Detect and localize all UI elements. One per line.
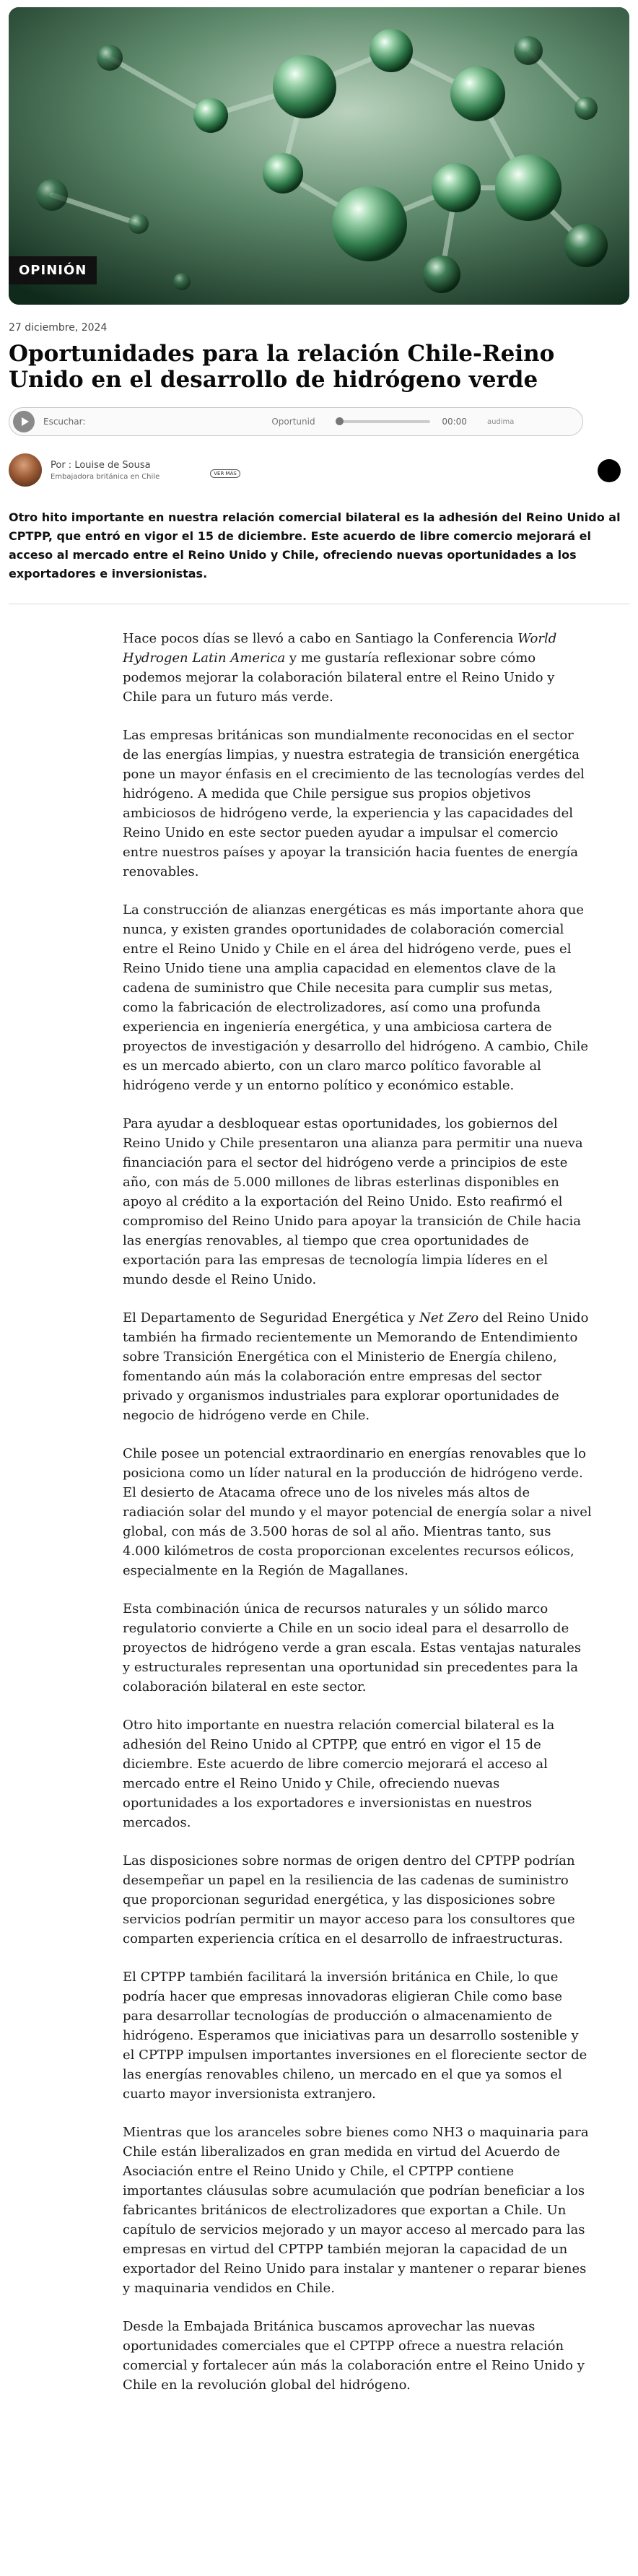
audio-title: Oportunid [271,417,315,427]
audio-time: 00:00 [442,417,467,427]
body-paragraph: Chile posee un potencial extraordinario en energías renovables que lo posiciona como un líder natural en la producción de hidrógeno verde. El desierto de Atacama ofrece uno de los niveles más altos de radiación solar del mundo y el mayor potencial de energía solar a nivel global, con más de 3.500 horas de sol al año. Mientras tanto, sus 4.000 kilómetros de costa proporcionan excelentes recursos eólicos, especialmente en la Región de Magallanes. [123,1446,592,1578]
author-name[interactable]: Por : Louise de Sousa [51,459,151,471]
body-paragraph: Mientras que los aranceles sobre bienes como NH3 o maquinaria para Chile están liberalizados en gran medida en virtud del Acuerdo de Asociación entre el Reino Unido y Chile, el CPTPP contiene importantes cláusulas sobre acumulación que podrían beneficiar a los fabricantes británicos de electrolizadores que exportan a Chile. Un capítulo de servicios mejorado y un mayor acceso al mercado para las empresas en virtud del CPTPP también mejoran la capacidad de un exportador del Reino Unido para instalar y mantener o reparar bienes y maquinaria vendidos en Chile. [123,2125,589,2296]
body-paragraph: El Departamento de Seguridad Energética y Net Zero del Reino Unido también ha firmado recientemente un Memorando de Entendimiento sobre Transición Energética con el Ministerio de Energía chileno, fomentando aún más la colaboración entre empresas del sector privado y organismos industriales para explorar oportunidades de negocio de hidrógeno verde en Chile. [123,1310,589,1423]
body-paragraph: El CPTPP también facilitará la inversión británica en Chile, lo que podría hacer que empresas innovadoras eligieran Chile como base para desarrollar tecnologías de producción o almacenamiento de hidrógeno. Esperamos que iniciativas para un desarrollo sostenible y el CPTPP impulsen importantes inversiones en el floreciente sector de las energías renovables chileno, un mercado en el que ya somos el cuarto mayor inversionista extranjero. [123,1970,587,2102]
audio-player [9,407,583,436]
audio-brand[interactable]: audima [486,417,515,426]
body-paragraph: La construcción de alianzas energéticas es más importante ahora que nunca, y existen grandes oportunidades de colaboración comercial entre el Reino Unido y Chile en el área del hidrógeno verde, pues el Reino Unido tiene una amplia capacidad en elementos clave de la cadena de suministro que Chile necesita para cumplir sus metas, como la fabricación de electrolizadores, así como una profunda experiencia en ingeniería energética, y una ambiciosa cartera de proyectos de investigación y desarrollo del hidrógeno. A cambio, Chile es un mercado abierto, con un claro marco político favorable al hidrógeno verde y un entorno político y económico estable. [123,902,588,1093]
opinion-badge[interactable]: OPINIÓN [9,256,97,284]
body-paragraph: Las disposiciones sobre normas de origen dentro del CPTPP podrían desempeñar un papel en la resiliencia de las cadenas de suministro que proporcionan seguridad energética, y las disposiciones sobre servicios podrían permitir un mayor acceso para los consultores que comparten experiencia crítica en el desarrollo de infraestructuras. [123,1853,575,1946]
article-title: Oportunidades para la relación Chile-Reino Unido en el desarrollo de hidrógeno verde [9,341,555,393]
share-button[interactable] [598,459,621,482]
audio-progress-knob[interactable] [336,417,344,425]
body-paragraph: Esta combinación única de recursos naturales y un sólido marco regulatorio convierte a Chile en un socio ideal para el desarrollo de proyectos de hidrógeno verde a gran escala. Estas ventajas naturales y estructurales representan una oportunidad sin precedentes para la colaboración bilateral en este sector. [123,1601,582,1694]
publish-date: 27 diciembre, 2024 [9,322,108,334]
author-avatar[interactable] [9,453,42,487]
author-more-button[interactable]: VER MÁS [210,469,240,478]
article-body [123,629,592,2395]
conference-name: World Hydrogen Latin America [123,631,557,666]
body-paragraph: Desde la Embajada Británica buscamos aprovechar las nuevas oportunidades comerciales que el CPTPP ofrece a nuestra relación comercial y fortalecer aún más la colaboración entre el Reino Unido y Chile en la revolución global del hidrógeno. [123,2319,585,2393]
body-paragraph: Otro hito importante en nuestra relación comercial bilateral es la adhesión del Reino Unido al CPTPP, que entró en vigor el 15 de diciembre. Este acuerdo de libre comercio mejorará el acceso al mercado entre el Reino Unido y Chile, ofreciendo nuevas oportunidades a los exportadores e inversionistas en nuestros mercados. [123,1718,555,1830]
article-page [0,7,638,2395]
play-icon [22,417,29,426]
hero-image[interactable] [9,7,629,305]
play-button[interactable] [13,411,35,432]
body-paragraph: Para ayudar a desbloquear estas oportunidades, los gobiernos del Reino Unido y Chile presentaron una alianza para permitir una nueva financiación para el sector del hidrógeno verde a principios de este año, con más de 5.000 millones de libras esterlinas disponibles en apoyo al crédito a la exportación del Reino Unido. Esto reafirmó el compromiso del Reino Unido para apoyar la transición de Chile hacia las energías renovables, al tiempo que crea oportunidades de exportación para las empresas de tecnología limpia líderes en el mundo desde el Reino Unido. [123,1116,583,1287]
net-zero-term: Net Zero [419,1310,479,1326]
author-text [51,460,160,481]
article-lead: Otro hito importante en nuestra relación comercial bilateral es la adhesión del Reino Unido al CPTPP, que entró en vigor el 15 de diciembre. Este acuerdo de libre comercio mejorará el acceso al mercado entre el Reino Unido y Chile, ofreciendo nuevas oportunidades a los exportadores e inversionistas. [9,510,621,580]
author-role: Embajadora británica en Chile [51,472,160,481]
audio-listen-label: Escuchar: [43,417,86,427]
author-name-line [51,460,160,471]
hydrogen-molecules-illustration [9,7,629,305]
body-paragraph: Hace pocos días se llevó a cabo en Santiago la Conferencia World Hydrogen Latin America y me gustaría reflexionar sobre cómo podemos mejorar la colaboración bilateral entre el Reino Unido y Chile para un futuro más verde. [123,631,557,705]
audio-progress-slider[interactable] [338,420,430,423]
body-paragraph: Las empresas británicas son mundialmente reconocidas en el sector de las energías limpias, y nuestra estrategia de transición energética pone un mayor énfasis en el crecimiento de las tecnologías verdes del hidrógeno. A medida que Chile persigue sus propios objetivos ambiciosos de hidrógeno verde, la experiencia y las capacidades del Reino Unido en este sector pueden ayudar a impulsar el comercio entre nuestros países y apoyar la transición hacia fuentes de energía renovables. [123,728,585,879]
author-block [9,452,638,488]
